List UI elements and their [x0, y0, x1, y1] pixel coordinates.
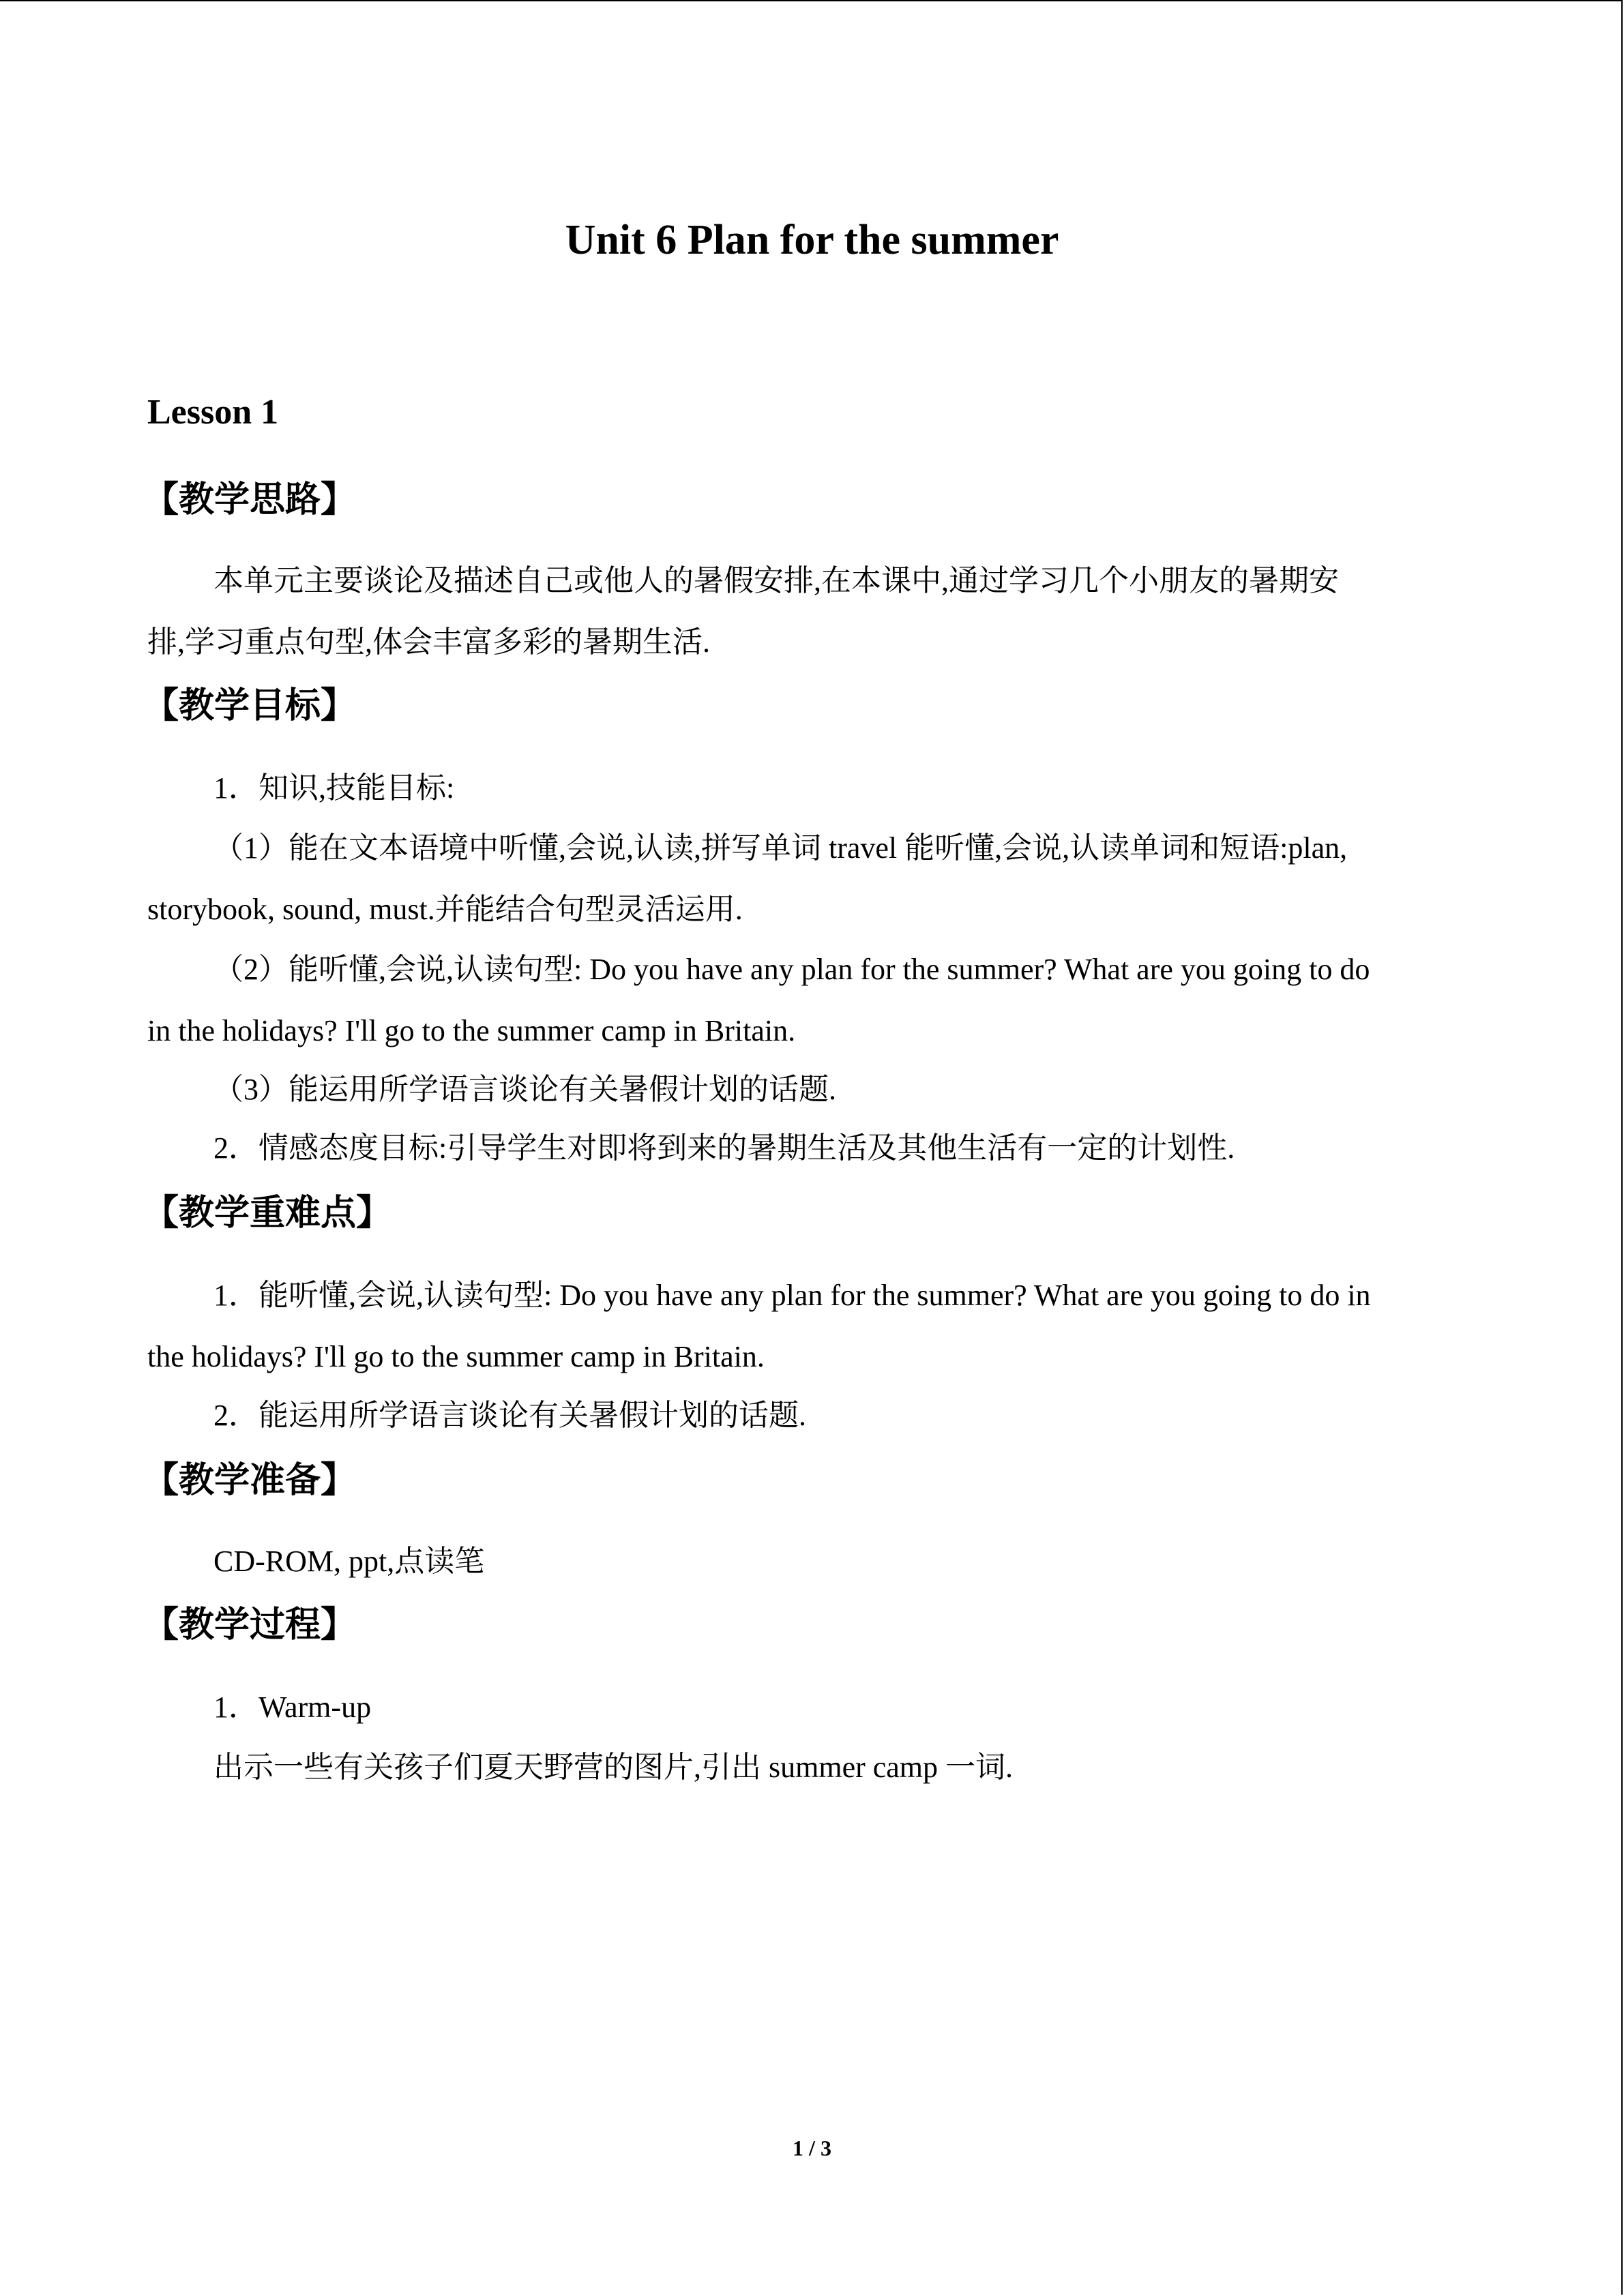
paragraph-line: storybook, sound, must.并能结合句型灵活运用.	[147, 893, 743, 926]
paragraph-line: （2）能听懂,会说,认读句型: Do you have any plan for the summer? What are you going to do	[213, 953, 1370, 986]
paragraph-line: 排,学习重点句型,体会丰富多彩的暑期生活.	[147, 625, 710, 659]
paragraph-line: 2．情感态度目标:引导学生对即将到来的暑期生活及其他生活有一定的计划性.	[213, 1131, 1235, 1165]
lesson-label: Lesson 1	[147, 393, 279, 432]
paragraph-line: 出示一些有关孩子们夏天野营的图片,引出 summer camp 一词.	[213, 1750, 1014, 1784]
section-heading-teaching-idea: 【教学思路】	[143, 479, 357, 520]
paragraph-line: 1．能听懂,会说,认读句型: Do you have any plan for the summer? What are you going to do in	[213, 1279, 1371, 1312]
paragraph-line: 1．知识,技能目标:	[213, 771, 455, 805]
paragraph-line: （1）能在文本语境中听懂,会说,认读,拼写单词 travel 能听懂,会说,认读单词和短语:plan,	[213, 831, 1348, 865]
section-heading-preparation: 【教学准备】	[143, 1460, 357, 1501]
page-number: 1 / 3	[793, 2136, 831, 2160]
section-heading-process: 【教学过程】	[143, 1605, 357, 1645]
paragraph-line: 2．能运用所学语言谈论有关暑假计划的话题.	[213, 1399, 806, 1432]
paragraph-line: CD-ROM, ppt,点读笔	[213, 1545, 485, 1578]
paragraph-line: （3）能运用所学语言谈论有关暑假计划的话题.	[213, 1073, 836, 1106]
paragraph-line: 本单元主要谈论及描述自己或他人的暑假安排,在本课中,通过学习几个小朋友的暑期安	[213, 564, 1339, 597]
page-title: Unit 6 Plan for the summer	[565, 217, 1059, 263]
paragraph-line: in the holidays? I'll go to the summer camp in Britain.	[147, 1014, 796, 1047]
section-heading-teaching-goals: 【教学目标】	[143, 685, 357, 726]
section-heading-key-points: 【教学重难点】	[143, 1193, 392, 1234]
paragraph-line: the holidays? I'll go to the summer camp in Britain.	[147, 1340, 765, 1373]
paragraph-line: 1．Warm-up	[213, 1690, 372, 1724]
